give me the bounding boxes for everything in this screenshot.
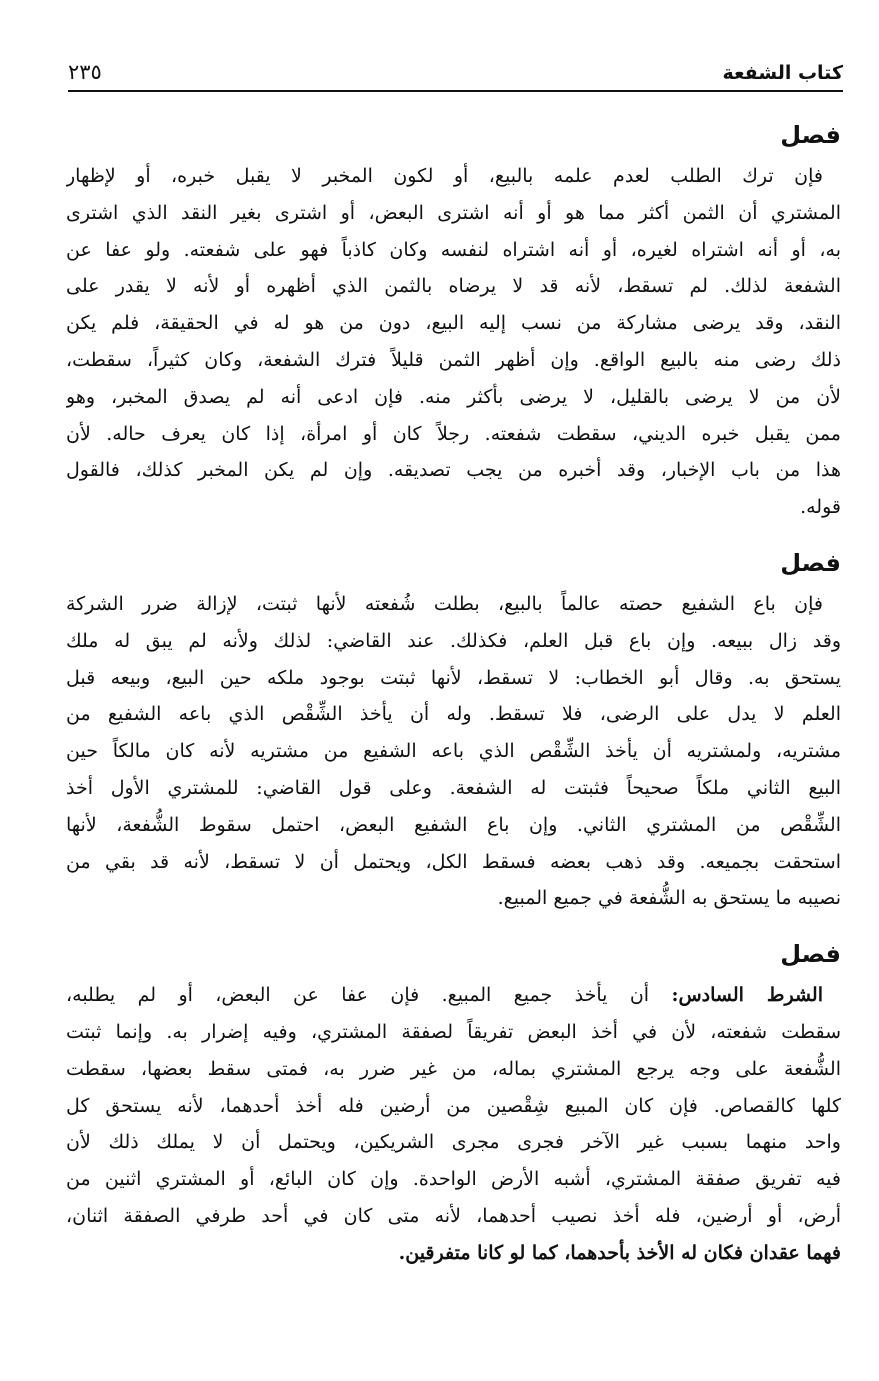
text-line: قوله. [800, 496, 841, 519]
condition-lead: الشرط السادس: [671, 984, 823, 1007]
text-line: فإن ترك الطلب لعدم علمه بالبيع، أو لكون المخبر لا يقبل خبره، أو لإظهار [66, 165, 823, 187]
page-header [68, 50, 843, 92]
section-2 [66, 540, 841, 917]
page-number: ٢٣٥ [68, 60, 102, 84]
section-3 [66, 931, 841, 1271]
text-line: البيع الثاني ملكاً صحيحاً فثبتت له الشفعة. وعلى قول القاضي: للمشتري الأول أخذ [66, 776, 841, 799]
text-line: لأن من لا يرضى بالقليل، لا يرضى بأكثر منه. فإن ادعى أنه لم يصدق المخبر، وهو [66, 385, 841, 408]
text-line: مشتريه، ولمشتريه أن يأخذ الشِّقْص الذي باعه الشفيع من مشتريه لأنه كان مالكاً حين [66, 740, 841, 763]
text-line: استحقت بجميعه. وقد ذهب بعضه فسقط الكل، ويحتمل أن لا تسقط، لأنه قد بقي من [66, 850, 841, 873]
text-line: فإن باع الشفيع حصته عالماً بالبيع، بطلت شُفعته لأنها ثبتت، لإزالة ضرر الشركة [66, 592, 823, 615]
text-run: أن يأخذ جميع المبيع. فإن عفا عن البعض، أو لم يطلبه، [66, 984, 672, 1007]
text-line: واحد منهما بسبب غير الآخر فجرى مجرى الشريكين، ويحتمل أن لا يملك ذلك لأن [66, 1131, 841, 1154]
text-line [66, 977, 841, 1014]
text-line: فهما عقدان فكان له الأخذ بأحدهما، كما لو كانا متفرقين. [398, 1241, 841, 1264]
text-line: المشتري أن الثمن أكثر مما هو أو أنه اشترى البعض، أو اشترى بغير النقد الذي اشترى [66, 201, 841, 224]
text-line: وقد زال ببيعه. وإن باع قبل العلم، فكذلك. عند القاضي: لذلك ولأنه لم يبق له ملك [66, 629, 841, 652]
text-line: العلم لا يدل على الرضى، فلا تسقط. وله أن يأخذ الشِّقْص الذي باعه الشفيع من [66, 703, 841, 726]
section-heading: فصل [780, 121, 841, 149]
text-line: الشُّفعة على وجه يرجع المشتري بماله، من غير ضرر به، فمتى سقط بعضها، سقطت [66, 1057, 841, 1080]
text-line: أرض، أو أرضين، فله أخذ نصيب أحدهما، لأنه متى كان في أحد طرفي الصفقة اثنان، [66, 1204, 841, 1227]
book-title: كتاب الشفعة [722, 62, 843, 84]
section-heading: فصل [780, 548, 841, 577]
text-line: سقطت شفعته، لأن في أخذ البعض تفريقاً لصفقة المشتري، وفيه إضرار به. وإنما ثبتت [66, 1020, 841, 1043]
text-line: هذا من باب الإخبار، وقد أخبره من يجب تصديقه. وإن لم يكن المخبر كذلك، فالقول [66, 459, 841, 482]
text-line: الشِّقْص من المشتري الثاني. وإن باع الشفيع البعض، احتمل سقوط الشُّفعة، لأنها [66, 813, 841, 836]
section-1 [66, 112, 841, 526]
text-line: الشفعة لذلك. لم تسقط، لأنه قد لا يرضاه بالثمن الذي أظهره أو لأنه لا يقدر على [66, 275, 841, 298]
text-line: يستحق به. وقال أبو الخطاب: لا تسقط، لأنها ثبتت بوجود ملكه حين البيع، وبيعه قبل [66, 666, 841, 689]
text-line: ذلك رضى منه بالبيع الواقع. وإن أظهر الثمن قليلاً فترك الشفعة، وكان كثيراً، سقطت، [66, 348, 841, 371]
text-line: نصيبه ما يستحق به الشُّفعة في جميع المبيع. [497, 887, 841, 910]
text-line: كلها كالقصاص. فإن كان المبيع شِقْصين من أرضين فله أخذ أحدهما، لأنه يستحق كل [66, 1094, 841, 1117]
section-heading: فصل [780, 940, 841, 969]
text-line: النقد، وقد يرضى مشاركة من نسب إليه البيع، دون من هو له في الحقيقة، فلم يكن [66, 312, 841, 335]
text-line: فيه تفريق صفقة المشتري، أشبه الأرض الواحدة. وإن كان البائع، أو المشتري اثنين من [66, 1168, 841, 1191]
text-line: ممن يقبل خبره الديني، سقطت شفعته. رجلاً كان أو امرأة، إذا كان يعرف حاله. لأن [66, 422, 841, 445]
text-line: به، أو أنه اشتراه لغيره، أو أنه اشتراه لنفسه وكان كاذباً فهو على شفعته. ولو عفا عن [66, 238, 841, 261]
page-content [66, 112, 841, 1278]
